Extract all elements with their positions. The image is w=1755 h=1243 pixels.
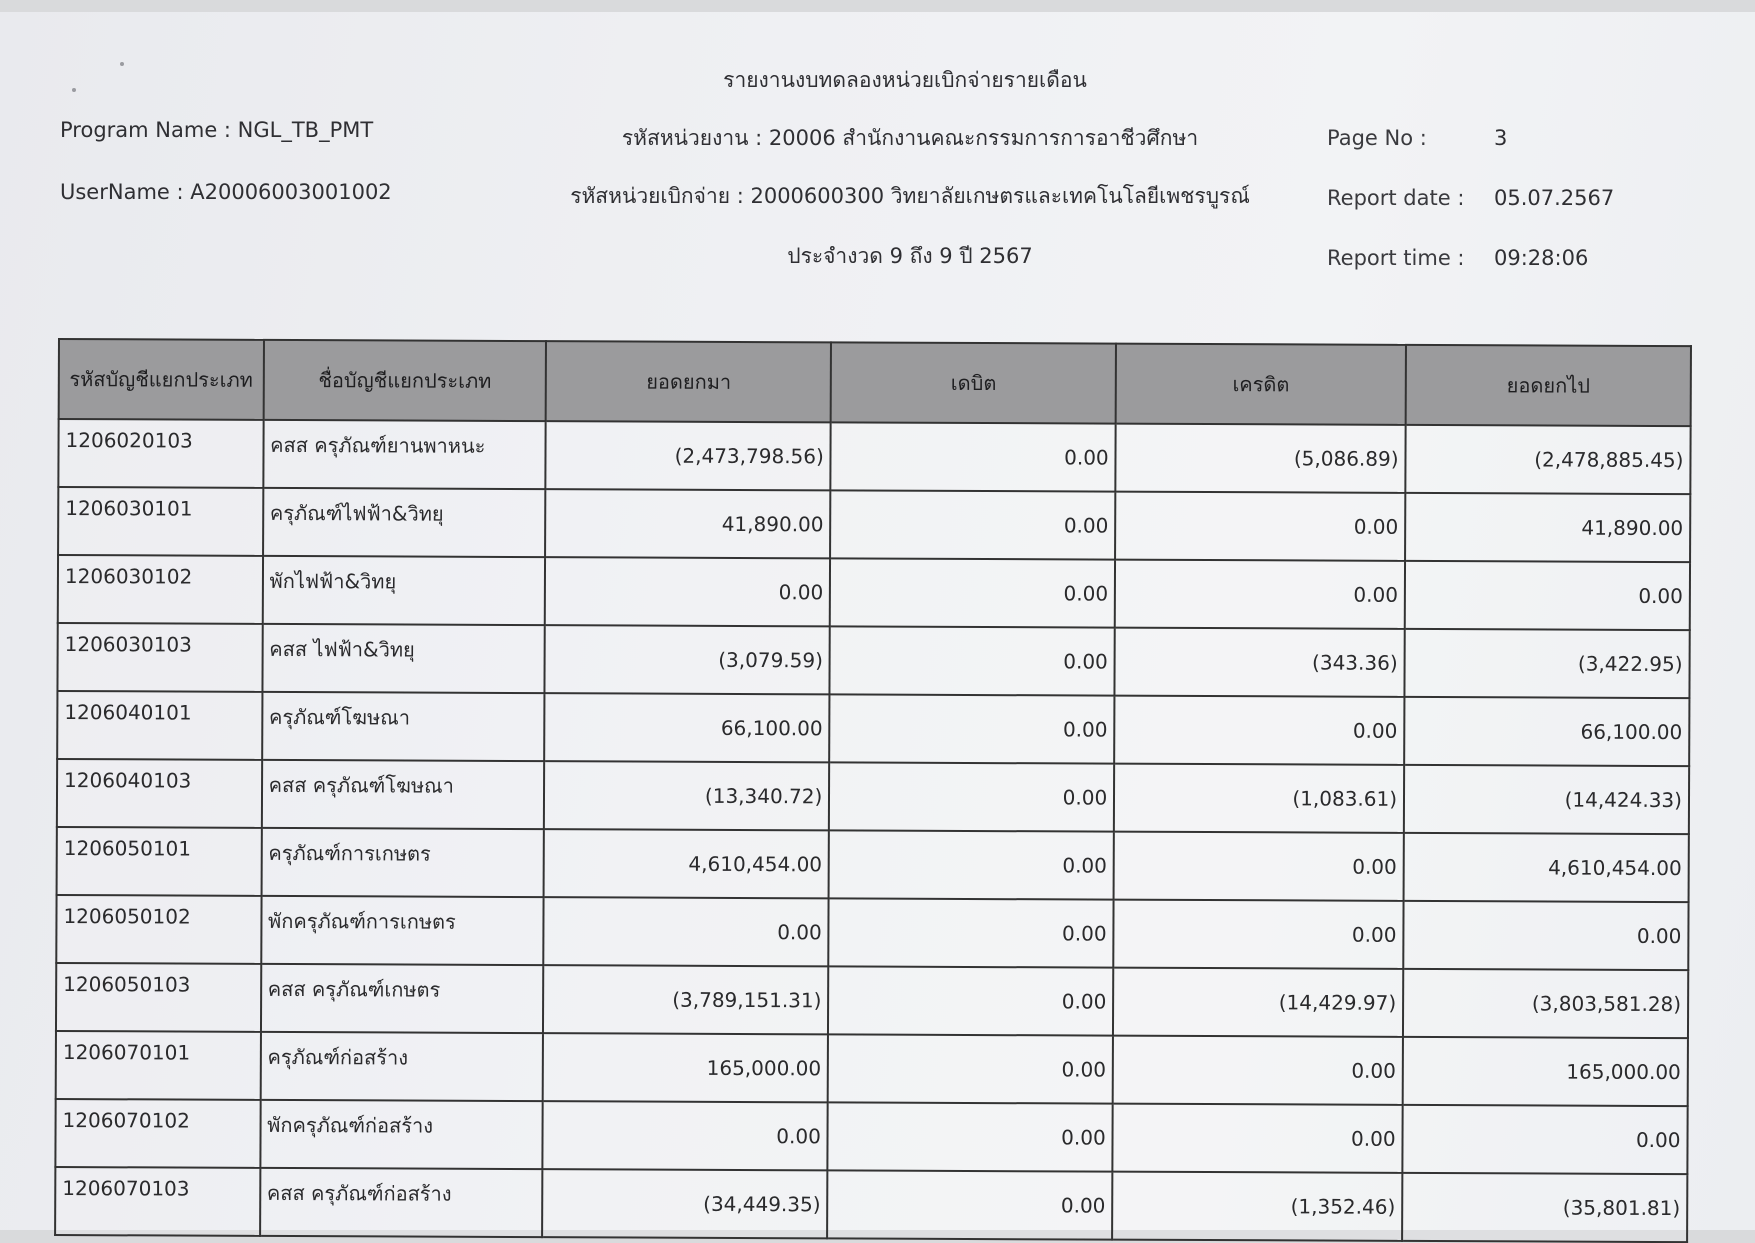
account-name-cell: พักไฟฟ้า&วิทยุ (262, 556, 545, 625)
report-date-label: Report date : (1327, 186, 1465, 210)
account-code-cell: 1206040101 (57, 691, 262, 760)
closing-balance-cell: 0.00 (1402, 1105, 1687, 1174)
debit-cell: 0.00 (828, 1034, 1113, 1103)
account-code-cell: 1206070103 (55, 1167, 260, 1236)
account-code-cell: 1206050101 (57, 827, 262, 896)
debit-cell: 0.00 (829, 830, 1114, 899)
debit-cell: 0.00 (827, 1170, 1112, 1239)
account-name-cell: พักครุภัณฑ์ก่อสร้าง (260, 1100, 543, 1169)
table-row (56, 963, 1688, 1038)
account-code-cell: 1206020103 (58, 419, 263, 488)
agency-line: รหัสหน่วยงาน : 20006 สำนักงานคณะกรรมการการอาชีวศึกษา (621, 126, 1199, 150)
debit-cell: 0.00 (830, 558, 1115, 627)
debit-cell: 0.00 (829, 762, 1114, 831)
debit-cell: 0.00 (829, 898, 1114, 967)
program-name: Program Name : NGL_TB_PMT (60, 118, 374, 142)
account-name-cell: คสส ครุภัณฑ์โฆษณา (261, 760, 544, 829)
account-code-cell: 1206030103 (57, 623, 262, 692)
closing-balance-cell: (3,422.95) (1405, 629, 1690, 698)
report-date-value: 05.07.2567 (1494, 186, 1615, 210)
opening-balance-cell: 41,890.00 (546, 489, 831, 558)
opening-balance-cell: 0.00 (543, 1101, 828, 1170)
account-code-cell: 1206040103 (57, 759, 262, 828)
opening-balance-cell: (34,449.35) (543, 1169, 828, 1238)
account-code-cell: 1206050103 (56, 963, 261, 1032)
user-name: UserName : A20006003001002 (60, 180, 392, 204)
table-row (55, 1167, 1687, 1242)
opening-balance-cell: 0.00 (545, 557, 830, 626)
credit-cell: 0.00 (1113, 1104, 1403, 1173)
table-row (57, 623, 1689, 698)
account-name-cell: ครุภัณฑ์ไฟฟ้า&วิทยุ (263, 488, 546, 557)
page-no-label: Page No : (1327, 126, 1427, 150)
period-line: ประจำงวด 9 ถึง 9 ปี 2567 (787, 244, 1033, 268)
account-name-cell: พักครุภัณฑ์การเกษตร (261, 896, 544, 965)
page-no-value: 3 (1494, 126, 1508, 150)
account-name-cell: ครุภัณฑ์ก่อสร้าง (260, 1032, 543, 1101)
table-header-row (59, 339, 1691, 426)
table-row (56, 895, 1688, 970)
account-name-cell: ครุภัณฑ์โฆษณา (262, 692, 545, 761)
report-title: รายงานงบทดลองหน่วยเบิกจ่ายรายเดือน (723, 68, 1087, 92)
report-time-value: 09:28:06 (1494, 246, 1589, 270)
trial-balance-table (54, 338, 1692, 1243)
debit-cell: 0.00 (830, 626, 1115, 695)
header-closing-balance: ยอดยกไป (1406, 345, 1691, 426)
credit-cell: (14,429.97) (1113, 968, 1403, 1037)
debit-cell: 0.00 (828, 1102, 1113, 1171)
closing-balance-cell: 0.00 (1405, 561, 1690, 630)
account-name-cell: คสส ไฟฟ้า&วิทยุ (262, 624, 545, 693)
closing-balance-cell: (35,801.81) (1402, 1173, 1687, 1242)
header-credit: เครดิต (1116, 344, 1406, 425)
opening-balance-cell: 4,610,454.00 (544, 829, 829, 898)
account-code-cell: 1206070102 (55, 1099, 260, 1168)
credit-cell: 0.00 (1113, 900, 1403, 969)
header-opening-balance: ยอดยกมา (546, 341, 831, 422)
opening-balance-cell: (13,340.72) (544, 761, 829, 830)
credit-cell: (343.36) (1115, 628, 1405, 697)
credit-cell: 0.00 (1115, 560, 1405, 629)
opening-balance-cell: 165,000.00 (543, 1033, 828, 1102)
credit-cell: (5,086.89) (1116, 424, 1406, 493)
account-name-cell: คสส ครุภัณฑ์ก่อสร้าง (260, 1168, 543, 1237)
closing-balance-cell: 4,610,454.00 (1404, 833, 1689, 902)
closing-balance-cell: 41,890.00 (1405, 493, 1690, 562)
table-row (58, 487, 1690, 562)
closing-balance-cell: (2,478,885.45) (1405, 425, 1690, 494)
header-account-name: ชื่อบัญชีแยกประเภท (263, 340, 546, 421)
table-row (57, 759, 1689, 834)
report-time-label: Report time : (1327, 246, 1465, 270)
opening-balance-cell: (2,473,798.56) (546, 421, 831, 490)
table-row (58, 555, 1690, 630)
table-row (58, 419, 1690, 494)
table-row (55, 1099, 1687, 1174)
debit-cell: 0.00 (830, 490, 1115, 559)
account-code-cell: 1206030102 (58, 555, 263, 624)
credit-cell: 0.00 (1114, 696, 1404, 765)
debit-cell: 0.00 (828, 966, 1113, 1035)
credit-cell: (1,352.46) (1112, 1172, 1402, 1241)
account-code-cell: 1206050102 (56, 895, 261, 964)
credit-cell: (1,083.61) (1114, 764, 1404, 833)
opening-balance-cell: 0.00 (544, 897, 829, 966)
closing-balance-cell: 66,100.00 (1404, 697, 1689, 766)
account-name-cell: คสส ครุภัณฑ์ยานพาหนะ (263, 420, 546, 489)
credit-cell: 0.00 (1113, 1036, 1403, 1105)
table-row (57, 827, 1689, 902)
table-row (57, 691, 1689, 766)
closing-balance-cell: 165,000.00 (1403, 1037, 1688, 1106)
account-code-cell: 1206070101 (56, 1031, 261, 1100)
opening-balance-cell: 66,100.00 (545, 693, 830, 762)
disbursing-unit-line: รหัสหน่วยเบิกจ่าย : 2000600300 วิทยาลัยเกษตรและเทคโนโลยีเพชรบูรณ์ (570, 184, 1250, 208)
closing-balance-cell: (14,424.33) (1404, 765, 1689, 834)
header-debit: เดบิต (831, 342, 1116, 423)
account-name-cell: คสส ครุภัณฑ์เกษตร (261, 964, 544, 1033)
account-code-cell: 1206030101 (58, 487, 263, 556)
account-name-cell: ครุภัณฑ์การเกษตร (261, 828, 544, 897)
closing-balance-cell: 0.00 (1403, 901, 1688, 970)
opening-balance-cell: (3,079.59) (545, 625, 830, 694)
table-row (56, 1031, 1688, 1106)
credit-cell: 0.00 (1114, 832, 1404, 901)
credit-cell: 0.00 (1115, 492, 1405, 561)
debit-cell: 0.00 (829, 694, 1114, 763)
debit-cell: 0.00 (831, 422, 1116, 491)
opening-balance-cell: (3,789,151.31) (543, 965, 828, 1034)
header-account-code: รหัสบัญชีแยกประเภท (59, 339, 264, 420)
closing-balance-cell: (3,803,581.28) (1403, 969, 1688, 1038)
